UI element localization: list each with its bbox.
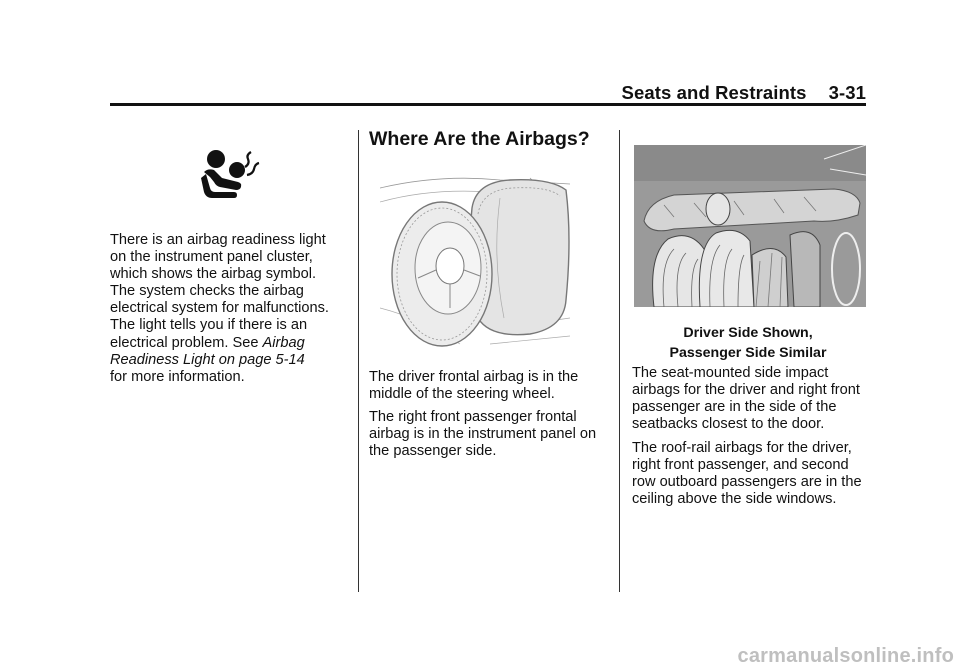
para-line: seatbacks closest to the door. (632, 416, 825, 433)
para-line: on the instrument panel cluster, (110, 249, 313, 266)
para-line: which shows the airbag symbol. (110, 266, 317, 283)
para-line: The system checks the airbag (110, 283, 304, 300)
para-line: The light tells you if there is an (110, 317, 308, 334)
side-airbags-illustration (634, 145, 866, 307)
para-text: electrical problem. See (110, 334, 263, 351)
para-line: row outboard passengers are in the (632, 474, 862, 491)
section-heading: Where Are the Airbags? (369, 128, 590, 150)
roof-rail-airbag-paragraph (632, 440, 877, 508)
para-line: The seat-mounted side impact (632, 365, 829, 381)
page-header (110, 82, 866, 104)
para-line: airbags for the driver and right front (632, 382, 860, 399)
para-line: ceiling above the side windows. (632, 491, 837, 508)
para-line (110, 335, 350, 352)
para-line: for more information. (110, 368, 245, 385)
para-line: right front passenger, and second (632, 457, 849, 474)
driver-airbag-paragraph (369, 369, 614, 403)
para-line: The right front passenger frontal (369, 409, 577, 425)
para-line: There is an airbag readiness light (110, 232, 326, 248)
section-title: Seats and Restraints (621, 82, 807, 103)
column-divider-left (358, 130, 359, 592)
figure-caption-line1: Driver Side Shown, (683, 325, 813, 341)
airbag-readiness-symbol-icon (200, 148, 260, 200)
para-line (110, 352, 350, 369)
side-airbag-paragraph (632, 365, 877, 433)
para-line: The driver frontal airbag is in the (369, 369, 579, 385)
figure-caption-line2: Passenger Side Similar (669, 345, 827, 361)
para-line: The roof-rail airbags for the driver, (632, 440, 852, 456)
para-line: airbag is in the instrument panel on (369, 426, 597, 443)
para-line: passenger are in the side of the (632, 399, 837, 416)
para-line: the passenger side. (369, 443, 497, 460)
watermark-text: carmanualsonline.info (737, 645, 954, 667)
passenger-airbag-paragraph (369, 409, 614, 460)
airbag-readiness-paragraph (110, 232, 350, 386)
page-number: 3-31 (828, 82, 866, 103)
airbag-readiness-link-cont[interactable]: Readiness Light on page 5-14 (110, 351, 305, 368)
header-rule (110, 103, 866, 106)
frontal-airbags-illustration (380, 168, 570, 354)
airbag-readiness-link[interactable]: Airbag (262, 334, 305, 351)
column-divider-right (619, 130, 620, 592)
para-line: electrical system for malfunctions. (110, 300, 329, 317)
running-head (622, 82, 866, 104)
para-line: middle of the steering wheel. (369, 386, 555, 403)
